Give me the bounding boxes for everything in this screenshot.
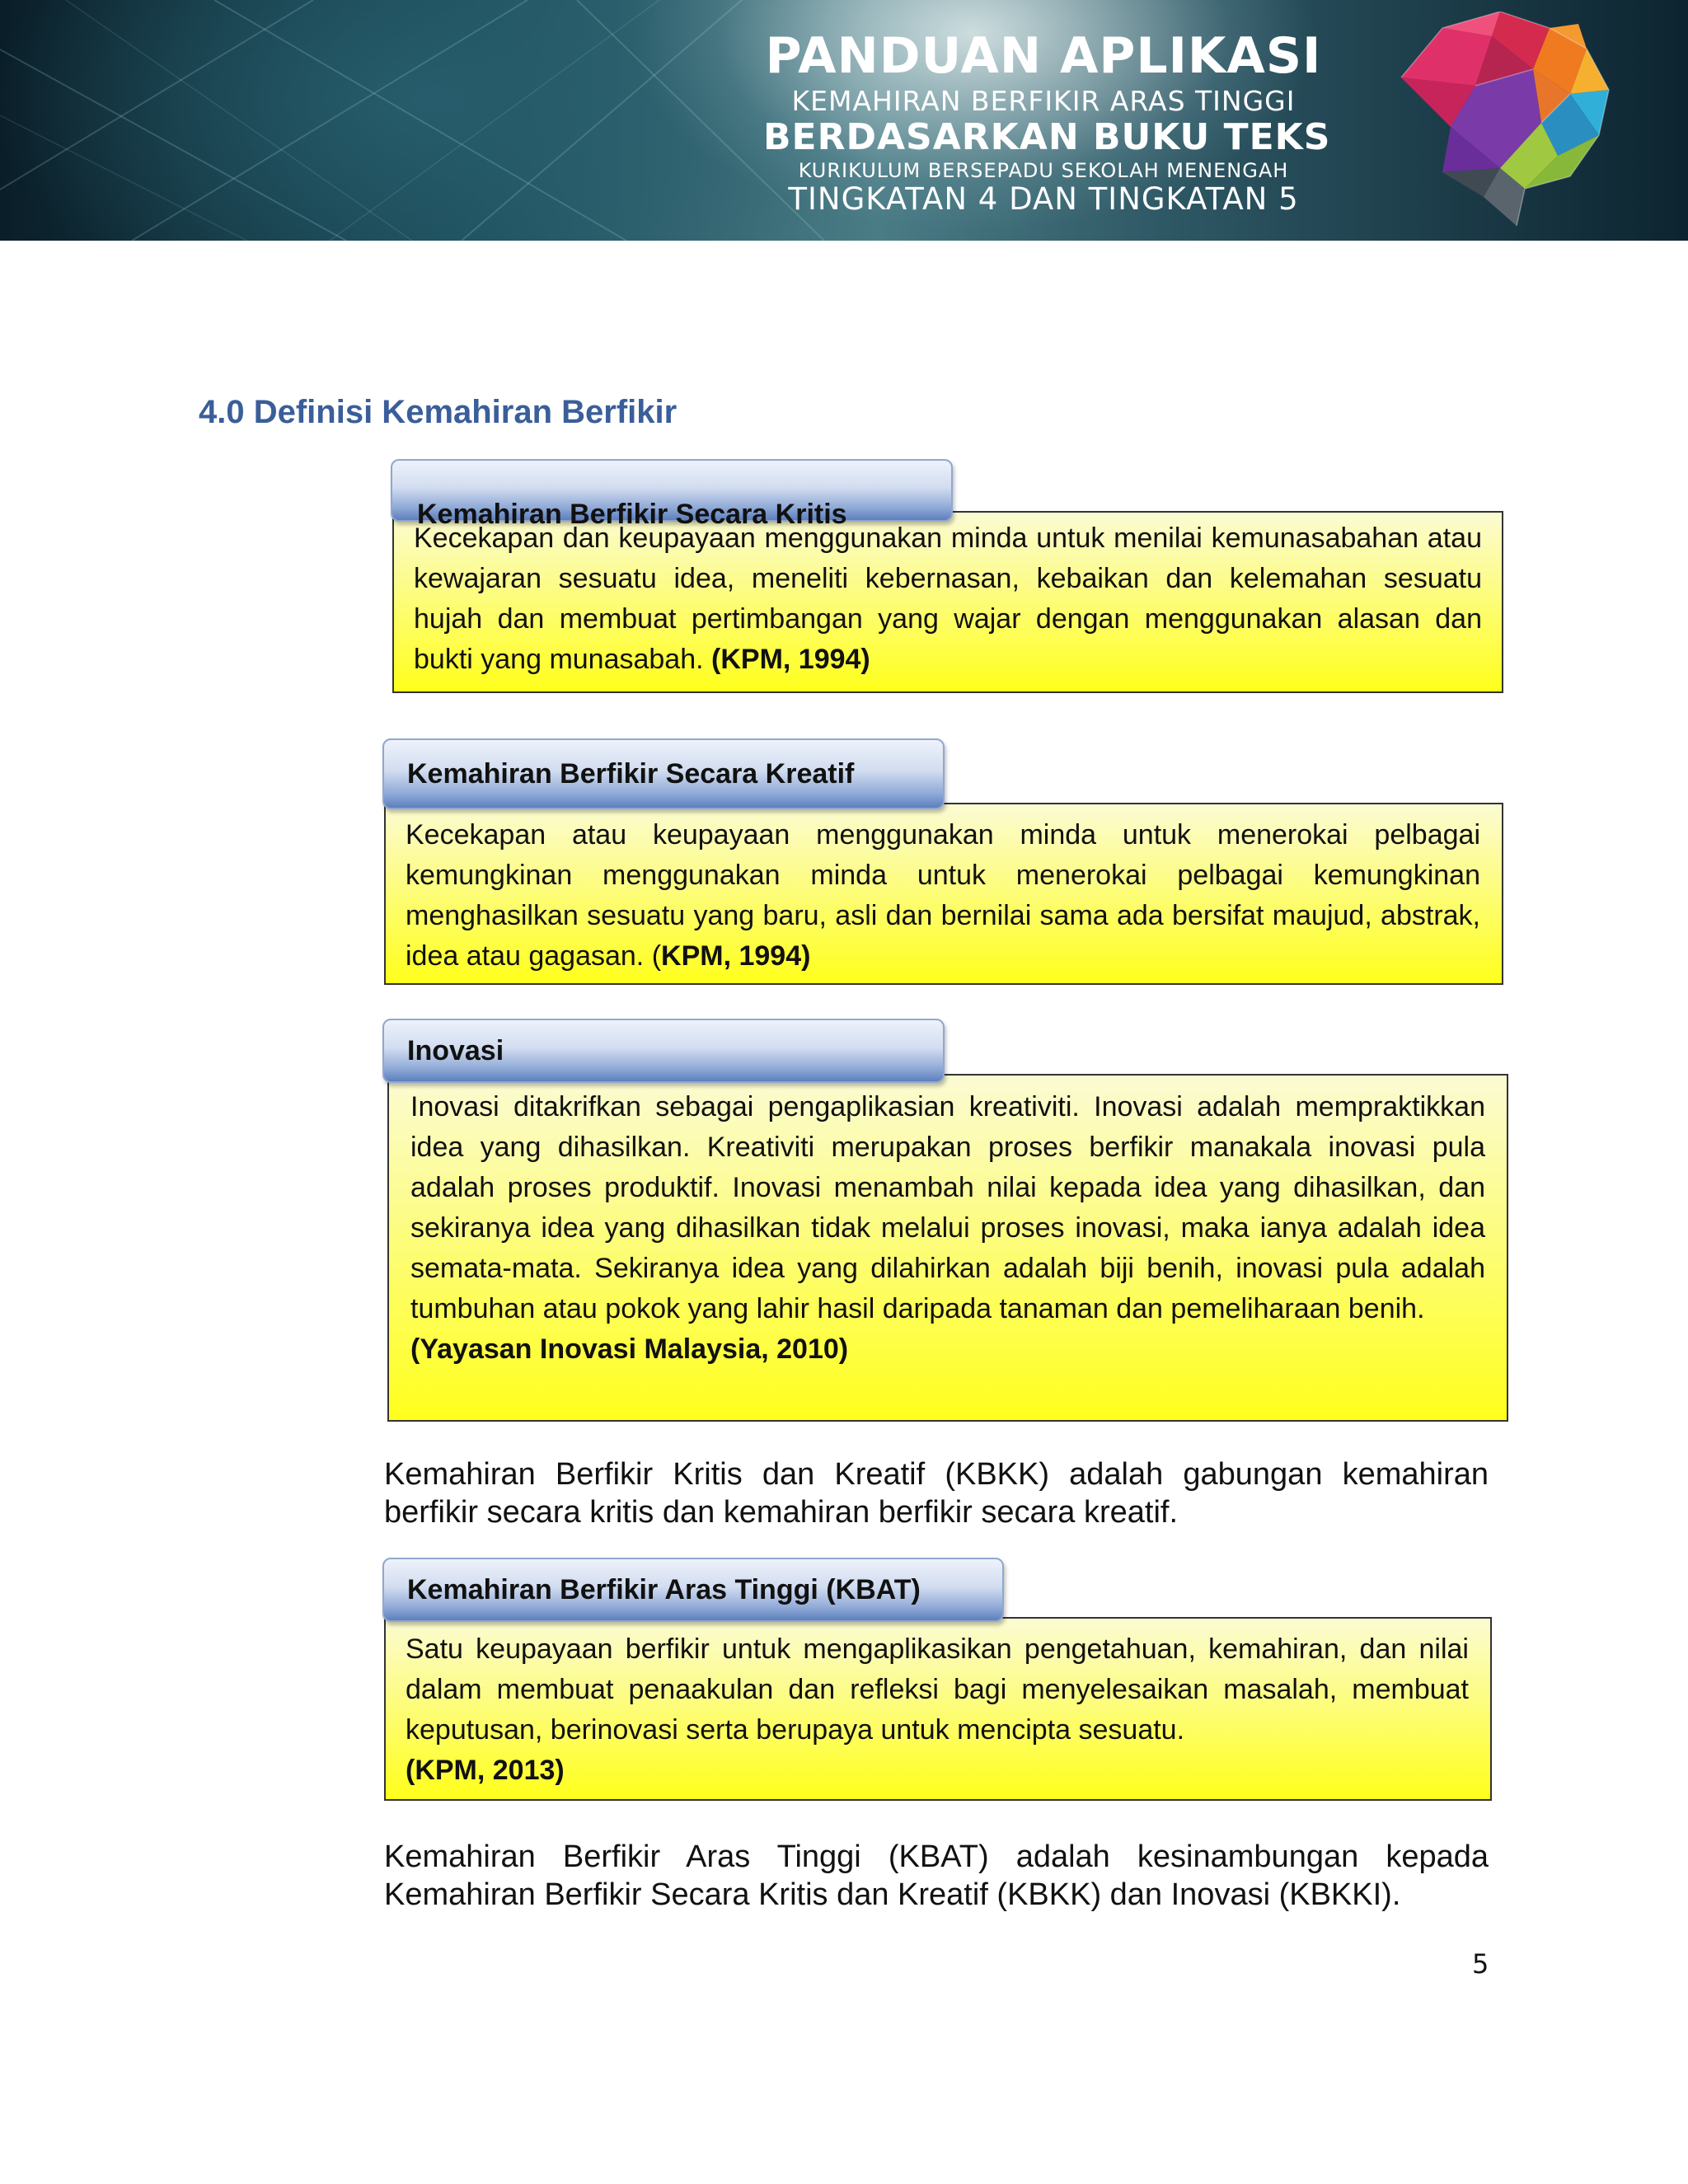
banner-subtitle-4: TINGKATAN 4 DAN TINGKATAN 5 [788,181,1299,217]
page-number: 5 [1472,1948,1489,1980]
definition-text: Inovasi ditakrifkan sebagai pengaplikasian kreativiti. Inovasi adalah mempraktikkan idea yang dihasilkan. Kreativiti merupakan proses berfikir manakala inovasi pula adalah proses produktif. Inovasi menambah nilai kepada idea yang dihasilkan, dan sekiranya idea yang dihasilkan tidak melalui proses inovasi, maka ianya adalah idea semata-mata. Sekiranya idea yang dilahirkan adalah biji benih, inovasi pula adalah tumbuhan atau pokok yang lahir hasil daripada tanaman dan pemeliharaan benih. [410,1091,1485,1324]
citation: (KPM, 1994) [711,644,870,675]
citation: (Yayasan Inovasi Malaysia, 2010) [410,1333,849,1365]
definition-text: Satu keupayaan berfikir untuk mengaplikasikan pengetahuan, kemahiran, dan nilai dalam membuat penaakulan dan refleksi bagi menyelesaikan masalah, membuat keputusan, berinovasi serta berupaya untuk mencipta sesuatu. [406,1633,1469,1746]
banner-title-block [763,27,1331,217]
citation: KPM, 1994) [661,940,811,972]
header-banner [0,0,1688,241]
kbkk-paragraph: Kemahiran Berfikir Kritis dan Kreatif (KBKK) adalah gabungan kemahiran berfikir secara kritis dan kemahiran berfikir secara kreatif. [384,1457,1489,1530]
definition-box-innovation [387,1074,1508,1422]
definition-box-critical [392,511,1503,693]
brain-logo-icon [1393,12,1615,234]
definition-text: Kecekapan dan keupayaan menggunakan minda untuk menilai kemunasabahan atau kewajaran sesuatu idea, meneliti kebernasan, kebaikan dan kelemahan sesuatu hujah dan membuat pertimbangan yang wajar dengan menggunakan alasan dan bukti yang munasabah. (KPM, 1994) [414,523,1482,675]
citation: (KPM, 2013) [406,1755,565,1786]
definition-tab-kbat: Kemahiran Berfikir Aras Tinggi (KBAT) [382,1558,1004,1622]
definition-tab-creative: Kemahiran Berfikir Secara Kreatif [382,738,945,809]
definition-tab-innovation: Inovasi [382,1019,945,1083]
definition-text: Kecekapan atau keupayaan menggunakan minda untuk menerokai pelbagai kemungkinan menggunakan minda untuk menerokai pelbagai kemungkinan menghasilkan sesuatu yang baru, asli dan bernilai sama ada bersifat maujud, abstrak, idea atau gagasan. (KPM, 1994) [406,819,1480,972]
definition-box-kbat [384,1617,1492,1801]
definition-tab-critical: Kemahiran Berfikir Secara Kritis [391,459,953,522]
banner-subtitle-1: KEMAHIRAN BERFIKIR ARAS TINGGI [791,85,1296,117]
kbat-paragraph: Kemahiran Berfikir Aras Tinggi (KBAT) adalah kesinambungan kepada Kemahiran Berfikir Secara Kritis dan Kreatif (KBKK) dan Inovasi (KBKKI). [384,1840,1489,1912]
definition-box-creative [384,803,1503,985]
banner-subtitle-2: BERDASARKAN BUKU TEKS [763,116,1331,158]
banner-subtitle-3: KURIKULUM BERSEPADU SEKOLAH MENENGAH [798,159,1289,182]
banner-title: PANDUAN APLIKASI [765,27,1322,85]
section-heading: 4.0 Definisi Kemahiran Berfikir [199,394,678,430]
